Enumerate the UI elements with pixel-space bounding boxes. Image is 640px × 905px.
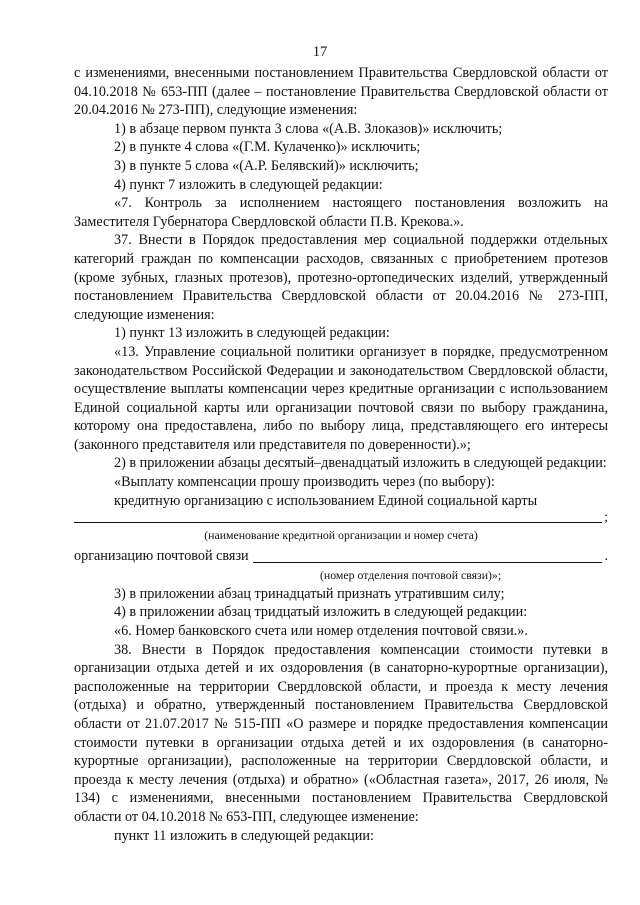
paragraph: «13. Управление социальной политики организует в порядке, предусмотренном законодательством Российской Федерации и законодательством Свердловской области, осуществление выплаты компенсации через кредитные организации с использованием Единой социальной карты или организации почтовой связи по выбору гражданина, которому она предоставлена, либо по выбору лица, представляющего его интересы (законного представителя или представителя по доверенности).»; <box>74 343 608 453</box>
paragraphs-after-form <box>74 585 608 845</box>
postal-line-end: . <box>604 548 608 565</box>
postal-org-label: организацию почтовой связи <box>74 548 249 565</box>
paragraph: 2) в пункте 4 слова «(Г.М. Кулаченко)» исключить; <box>114 139 421 156</box>
paragraph: пункт 11 изложить в следующей редакции: <box>114 827 374 844</box>
postal-org-caption: (номер отделения почтовой связи)»; <box>320 567 502 582</box>
paragraph: «7. Контроль за исполнением настоящего постановления возложить на Заместителя Губернатора Свердловской области П.В. Крекова.». <box>74 195 608 230</box>
line-end-semicolon: ; <box>604 510 608 526</box>
document-body <box>74 64 608 845</box>
paragraph: 1) пункт 13 изложить в следующей редакции: <box>114 325 390 342</box>
paragraph: 3) в пункте 5 слова «(А.Р. Белявский)» исключить; <box>114 157 419 174</box>
paragraph: 2) в приложении абзацы десятый–двенадцатый изложить в следующей редакции: <box>114 455 607 472</box>
paragraph: кредитную организацию с использованием Единой социальной карты <box>114 492 538 509</box>
paragraph: с изменениями, внесенными постановлением Правительства Свердловской области от 04.10.2018 № 653-ПП (далее – постановление Правительства Свердловской области от 20.04.2016 № 273-ПП), следующие изменения: <box>74 65 608 119</box>
paragraph: 3) в приложении абзац тринадцатый признать утратившим силу; <box>114 585 505 602</box>
credit-org-input-line <box>74 510 608 526</box>
paragraph: «Выплату компенсации прошу производить через (по выбору): <box>114 474 495 491</box>
paragraph: 37. Внести в Порядок предоставления мер социальной поддержки отдельных категорий граждан по компенсации расходов, связанных с приобретением протезов (кроме зубных, глазных протезов), протезно-ортопедических изделий, утвержденный постановлением Правительства Свердловской области от 20.04.2016 № 273-ПП, следующие изменения: <box>74 232 608 323</box>
paragraph: 4) пункт 7 изложить в следующей редакции: <box>114 176 383 193</box>
paragraph: 38. Внести в Порядок предоставления компенсации стоимости путевки в организации отдыха детей и их оздоровления (в санаторно-курортные организации), расположенные на территории Свердловской области, и проезда к месту лечения (отдыха) и обратно, утвержденный постановлением Правительства Свердловской области от 21.07.2017 № 515-ПП «О размере и порядке предоставления компенсации стоимости путевки в организации отдыха детей и их оздоровления (в санаторно-курортные организации), расположенные на территории Свердловской области, и проезда к месту лечения (отдыха) и обратно» («Областная газета», 2017, 26 июля, № 134) с изменениями, внесенными постановлением Правительства Свердловской области от 04.10.2018 № 653-ПП, следующее изменение: <box>74 641 608 825</box>
paragraphs-before-form <box>74 64 608 510</box>
paragraph: 4) в приложении абзац тридцатый изложить в следующей редакции: <box>114 604 528 621</box>
postal-org-row <box>74 547 608 566</box>
postal-org-input-line <box>253 549 603 563</box>
page-number: 17 <box>312 44 328 60</box>
paragraph: «6. Номер банковского счета или номер отделения почтовой связи.». <box>114 623 528 640</box>
credit-org-caption: (наименование кредитной организации и номер счета) <box>204 528 478 543</box>
paragraph: 1) в абзаце первом пункта 3 слова «(А.В. Злоказов)» исключить; <box>114 120 503 137</box>
